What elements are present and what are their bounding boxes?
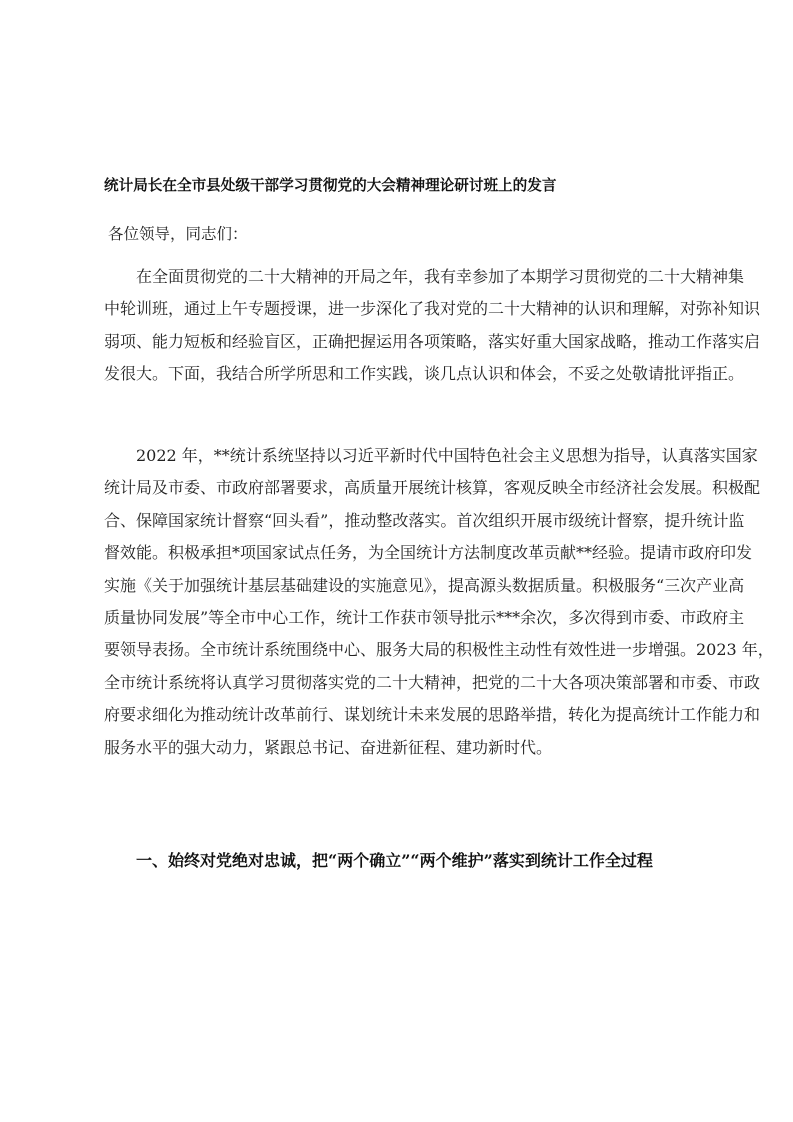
paragraph-line: 合、保障国家统计督察“回头看”，推动整改落实。首次组织开展市级统计督察，提升统计监 [104,510,745,530]
paragraph-line: 实施《关于加强统计基层基础建设的实施意见》，提高源头数据质量。积极服务“三次产业高 [104,575,745,595]
paragraph-line: 质量协同发展”等全市中心工作，统计工作获市领导批示***余次，多次得到市委、市政府主 [104,608,745,627]
paragraph-line: 中轮训班，通过上午专题授课，进一步深化了我对党的二十大精神的认识和理解，对弥补知识 [104,299,761,319]
paragraph-line: 服务水平的强大动力，紧跟总书记、奋进新征程、建功新时代。 [104,737,553,757]
paragraph-line: 统计局及市委、市政府部署要求，高质量开展统计核算，客观反映全市经济社会发展。积极配 [104,478,761,498]
document-title: 统计局长在全市县处级干部学习贯彻党的大会精神理论研讨班上的发言 [104,177,557,194]
paragraph-line: 督效能。积极承担*项国家试点任务，为全国统计方法制度改革贡献**经验。提请市政府印发 [104,543,753,563]
greeting: 各位领导，同志们： [108,225,248,243]
paragraph-line: 发很大。下面，我结合所学所思和工作实践，谈几点认识和体会，不妥之处敬请批评指正。 [104,364,745,384]
paragraph-line: 府要求细化为推动统计改革前行、谋划统计未来发展的思路举措，转化为提高统计工作能力和 [104,705,761,725]
section-heading: 一、始终对党绝对忠诚，把“两个确立”“两个维护”落实到统计工作全过程 [136,851,653,870]
paragraph-line: 要领导表扬。全市统计系统围绕中心、服务大局的积极性主动性有效性进一步增强。2023 年， [104,640,774,660]
paragraph-line: 在全面贯彻党的二十大精神的开局之年，我有幸参加了本期学习贯彻党的二十大精神集 [136,267,745,286]
paragraph-line: 弱项、能力短板和经验盲区，正确把握运用各项策略，落实好重大国家战略，推动工作落实启 [104,331,761,351]
paragraph-line: 全市统计系统将认真学习贯彻落实党的二十大精神，把党的二十大各项决策部署和市委、市政 [104,672,761,692]
paragraph-line: 2022 年，**统计系统坚持以习近平新时代中国特色社会主义思想为指导，认真落实国家 [136,446,758,465]
